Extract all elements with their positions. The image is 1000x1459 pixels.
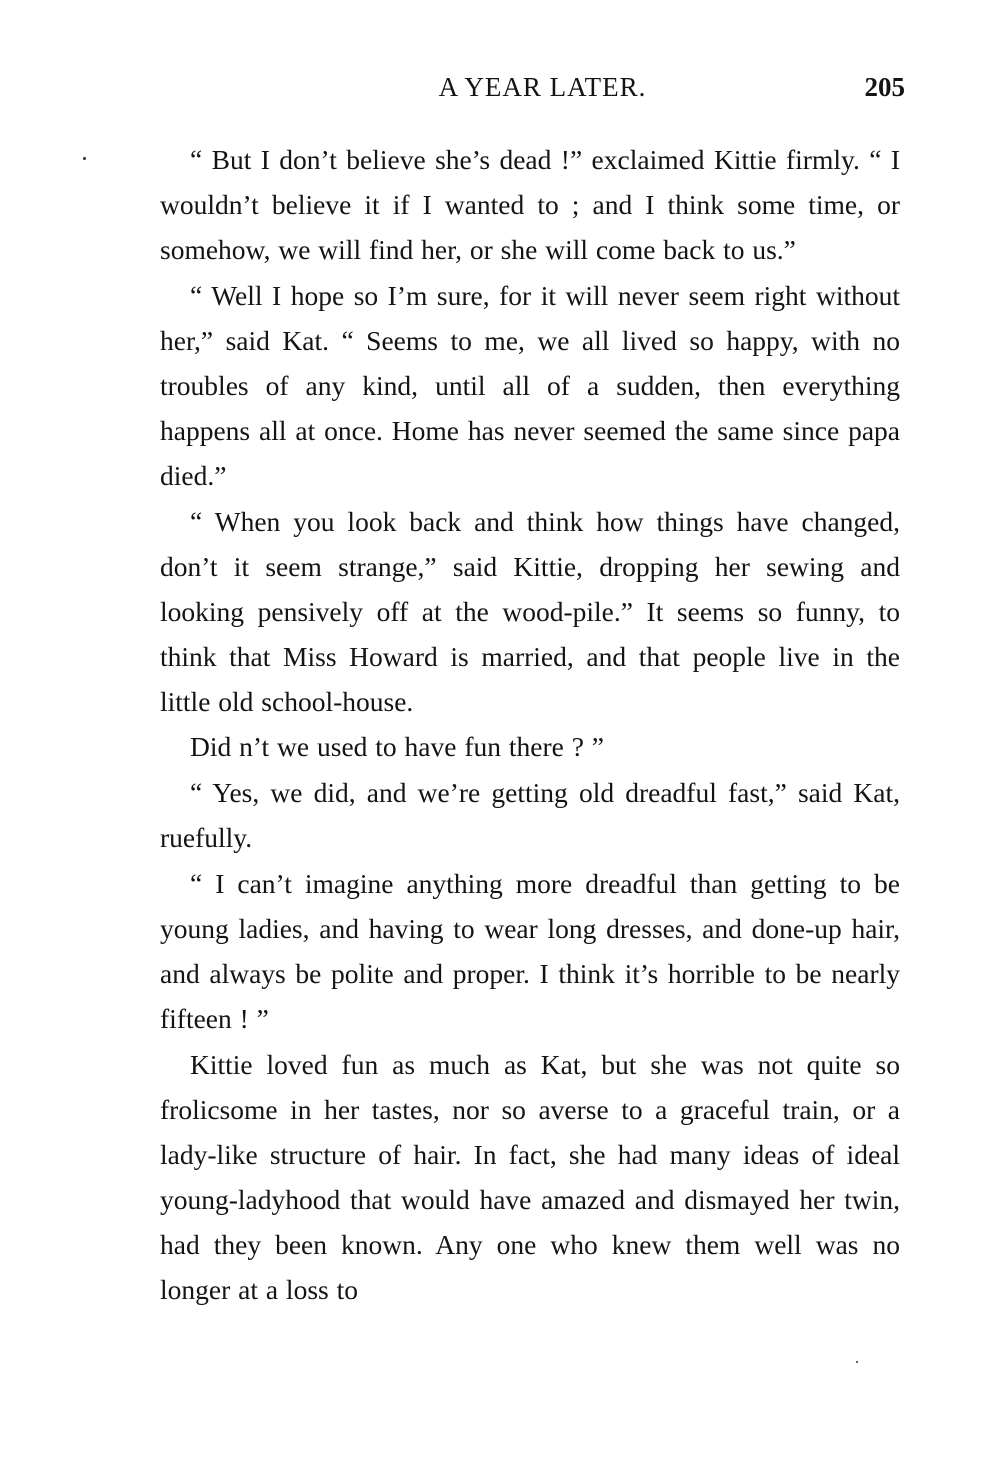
- paragraph: “ But I don’t believe she’s dead !” exclaimed Kittie firmly. “ I wouldn’t believe it if I wanted to ; and I think some time, or somehow, we will find her, or she will come back to us.”: [160, 144, 900, 265]
- paragraph: “ Yes, we did, and we’re getting old dreadful fast,” said Kat, ruefully.: [160, 777, 900, 853]
- ink-speck: [83, 157, 86, 160]
- paragraph: Did n’t we used to have fun there ? ”: [190, 731, 604, 762]
- paragraph: “ I can’t imagine anything more dreadful than getting to be young ladies, and having to wear long dresses, and done-up hair, and always be polite and proper. I think it’s horrible to be nearly fifteen ! ”: [160, 868, 900, 1034]
- body-text: [160, 137, 900, 1312]
- ink-speck: [856, 1361, 858, 1363]
- page-number: 205: [864, 72, 905, 102]
- paragraph: “ When you look back and think how things have changed, don’t it seem strange,” said Kittie, dropping her sewing and looking pensively off at the wood-pile.” It seems so funny, to think that Miss Howard is married, and that people live in the little old school-house.: [160, 506, 900, 717]
- paragraph: Kittie loved fun as much as Kat, but she was not quite so frolicsome in her tastes, nor so averse to a graceful train, or a lady-like structure of hair. In fact, she had many ideas of ideal young-ladyhood that would have amazed and dismayed her twin, had they been known. Any one who knew them well was no longer at a loss to: [160, 1049, 900, 1305]
- chapter-title: A YEAR LATER.: [438, 72, 647, 102]
- running-head: [160, 72, 905, 112]
- paragraph: “ Well I hope so I’m sure, for it will never seem right without her,” said Kat. “ Seems to me, we all lived so happy, with no troubles of any kind, until all of a sudden, then everything happens all at once. Home has never seemed the same since papa died.”: [160, 280, 900, 491]
